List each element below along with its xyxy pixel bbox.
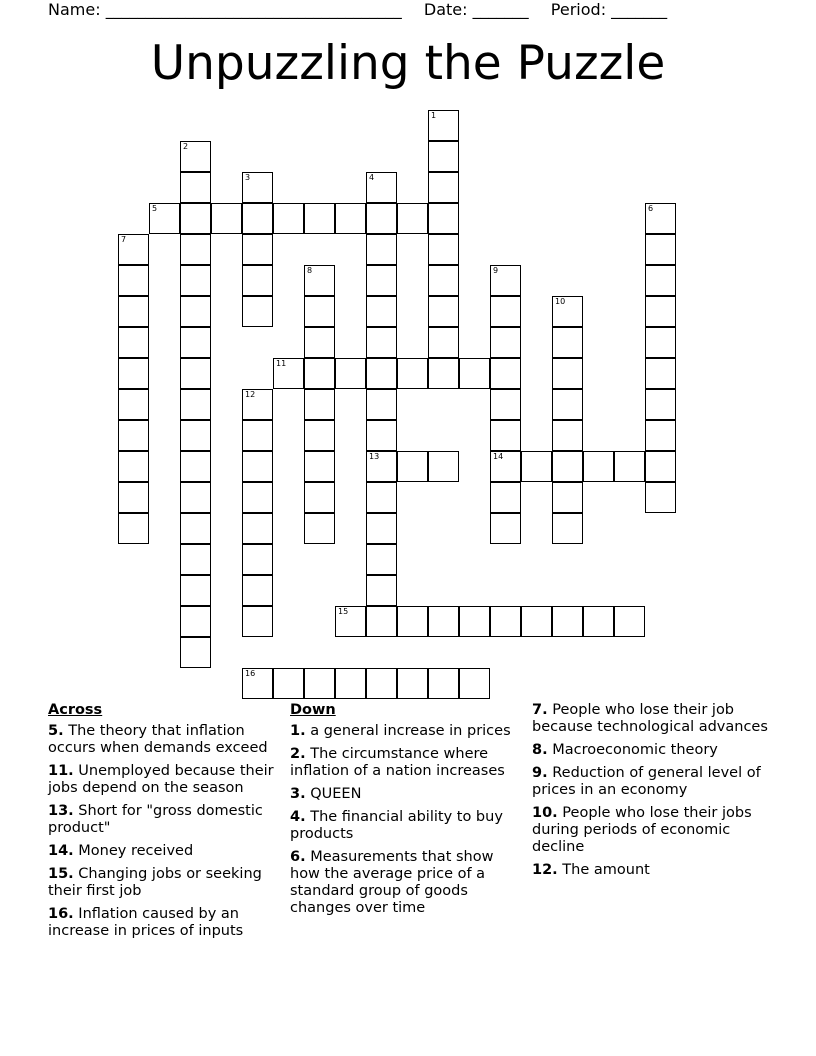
clue-number: 10. (532, 805, 558, 821)
grid-cell[interactable] (366, 327, 397, 358)
grid-cell[interactable] (242, 544, 273, 575)
cell-number: 11 (276, 359, 287, 368)
clue-item (290, 746, 526, 780)
grid-cell[interactable] (273, 668, 304, 699)
grid-cell[interactable] (645, 234, 676, 265)
clue-text: The amount (557, 862, 650, 878)
grid-cell[interactable] (645, 451, 676, 482)
clue-number: 7. (532, 702, 548, 718)
grid-cell[interactable] (490, 358, 521, 389)
grid-cell[interactable] (490, 513, 521, 544)
grid-cell[interactable] (366, 358, 397, 389)
grid-cell[interactable] (397, 606, 428, 637)
grid-cell[interactable] (335, 668, 366, 699)
grid-cell[interactable] (366, 172, 397, 203)
cell-number: 9 (493, 266, 499, 275)
grid-cell[interactable] (118, 327, 149, 358)
grid-cell[interactable] (552, 358, 583, 389)
clue-item (532, 765, 768, 799)
grid-cell[interactable] (552, 513, 583, 544)
grid-cell[interactable] (614, 451, 645, 482)
grid-cell[interactable] (242, 606, 273, 637)
clue-item (532, 805, 768, 856)
grid-cell[interactable] (428, 265, 459, 296)
clue-number: 6. (290, 849, 306, 865)
cell-number: 10 (555, 297, 566, 306)
header-fields (48, 0, 667, 20)
grid-cell[interactable] (583, 451, 614, 482)
grid-cell[interactable] (180, 637, 211, 668)
grid-cell[interactable] (552, 296, 583, 327)
grid-cell[interactable] (180, 234, 211, 265)
clue-text: Macroeconomic theory (547, 742, 718, 758)
clue-text: People who lose their jobs during periods of economic decline (532, 805, 752, 855)
clue-item (48, 866, 280, 900)
grid-cell[interactable] (428, 141, 459, 172)
grid-cell[interactable] (118, 482, 149, 513)
grid-cell[interactable] (428, 358, 459, 389)
grid-cell[interactable] (304, 451, 335, 482)
grid-cell[interactable] (180, 358, 211, 389)
across-heading: Across (48, 702, 103, 718)
grid-cell[interactable] (180, 575, 211, 606)
grid-cell[interactable] (242, 451, 273, 482)
grid-cell[interactable] (180, 606, 211, 637)
grid-cell[interactable] (180, 420, 211, 451)
grid-cell[interactable] (304, 296, 335, 327)
grid-cell[interactable] (366, 575, 397, 606)
grid-cell[interactable] (180, 544, 211, 575)
clue-text: Inflation caused by an increase in prices of inputs (48, 906, 244, 939)
grid-cell[interactable] (180, 389, 211, 420)
grid-cell[interactable] (242, 172, 273, 203)
grid-cell[interactable] (242, 234, 273, 265)
clue-number: 14. (48, 843, 74, 859)
clue-number: 11. (48, 763, 74, 779)
grid-cell[interactable] (304, 668, 335, 699)
grid-cell[interactable] (428, 451, 459, 482)
grid-cell[interactable] (180, 203, 211, 234)
grid-cell[interactable] (428, 668, 459, 699)
clue-text: People who lose their job because technological advances (532, 702, 768, 735)
down-clues-column-2 (532, 702, 768, 885)
grid-cell[interactable] (366, 203, 397, 234)
grid-cell[interactable] (552, 327, 583, 358)
grid-cell[interactable] (490, 327, 521, 358)
clue-item (48, 803, 280, 837)
grid-cell[interactable] (552, 420, 583, 451)
grid-cell[interactable] (645, 358, 676, 389)
grid-cell[interactable] (335, 358, 366, 389)
grid-cell[interactable] (428, 110, 459, 141)
grid-cell[interactable] (645, 203, 676, 234)
grid-cell[interactable] (304, 389, 335, 420)
grid-cell[interactable] (304, 358, 335, 389)
grid-cell[interactable] (180, 141, 211, 172)
grid-cell[interactable] (242, 420, 273, 451)
grid-cell[interactable] (490, 420, 521, 451)
grid-cell[interactable] (118, 296, 149, 327)
cell-number: 8 (307, 266, 313, 275)
cell-number: 16 (245, 669, 256, 678)
clue-text: Short for "gross domestic product" (48, 803, 263, 836)
grid-cell[interactable] (552, 482, 583, 513)
clue-number: 1. (290, 723, 306, 739)
grid-cell[interactable] (180, 327, 211, 358)
grid-cell[interactable] (366, 451, 397, 482)
clue-number: 3. (290, 786, 306, 802)
clue-number: 15. (48, 866, 74, 882)
grid-cell[interactable] (459, 668, 490, 699)
grid-cell[interactable] (645, 265, 676, 296)
clue-item (532, 742, 768, 759)
grid-cell[interactable] (118, 234, 149, 265)
clue-item (290, 809, 526, 843)
grid-cell[interactable] (304, 420, 335, 451)
clue-number: 12. (532, 862, 558, 878)
name-label: Name: (48, 0, 101, 19)
grid-cell[interactable] (304, 513, 335, 544)
grid-cell[interactable] (552, 451, 583, 482)
grid-cell[interactable] (366, 420, 397, 451)
grid-cell[interactable] (118, 265, 149, 296)
grid-cell[interactable] (366, 265, 397, 296)
clue-number: 4. (290, 809, 306, 825)
cell-number: 6 (648, 204, 654, 213)
grid-cell[interactable] (118, 451, 149, 482)
grid-cell[interactable] (242, 296, 273, 327)
cell-number: 4 (369, 173, 375, 182)
clue-item (532, 702, 768, 736)
grid-cell[interactable] (366, 668, 397, 699)
cell-number: 13 (369, 452, 380, 461)
grid-cell[interactable] (211, 203, 242, 234)
grid-cell[interactable] (397, 668, 428, 699)
grid-cell[interactable] (490, 482, 521, 513)
grid-cell[interactable] (335, 203, 366, 234)
grid-cell[interactable] (304, 327, 335, 358)
cell-number: 7 (121, 235, 127, 244)
grid-cell[interactable] (118, 420, 149, 451)
grid-cell[interactable] (118, 389, 149, 420)
clue-item (290, 849, 526, 917)
clue-item (532, 862, 768, 879)
clue-number: 16. (48, 906, 74, 922)
cell-number: 1 (431, 111, 437, 120)
clue-text: a general increase in prices (305, 723, 511, 739)
grid-cell[interactable] (645, 420, 676, 451)
grid-cell[interactable] (428, 327, 459, 358)
grid-cell[interactable] (521, 451, 552, 482)
grid-cell[interactable] (552, 389, 583, 420)
clue-text: Money received (73, 843, 194, 859)
grid-cell[interactable] (273, 203, 304, 234)
grid-cell[interactable] (645, 327, 676, 358)
grid-cell[interactable] (428, 203, 459, 234)
clue-text: The theory that inflation occurs when demands exceed (48, 723, 268, 756)
grid-cell[interactable] (304, 203, 335, 234)
cell-number: 2 (183, 142, 189, 151)
grid-cell[interactable] (366, 513, 397, 544)
grid-cell[interactable] (273, 358, 304, 389)
grid-cell[interactable] (335, 606, 366, 637)
grid-cell[interactable] (459, 606, 490, 637)
grid-cell[interactable] (180, 482, 211, 513)
grid-cell[interactable] (490, 606, 521, 637)
clue-item (290, 723, 526, 740)
grid-cell[interactable] (304, 265, 335, 296)
grid-cell[interactable] (242, 389, 273, 420)
clue-text: Reduction of general level of prices in an economy (532, 765, 761, 798)
grid-cell[interactable] (242, 575, 273, 606)
clue-number: 13. (48, 803, 74, 819)
grid-cell[interactable] (118, 358, 149, 389)
cell-number: 3 (245, 173, 251, 182)
date-label: Date: (423, 0, 468, 19)
grid-cell[interactable] (552, 606, 583, 637)
period-blank[interactable]: _______ (611, 0, 668, 19)
cell-number: 14 (493, 452, 504, 461)
grid-cell[interactable] (428, 234, 459, 265)
grid-cell[interactable] (180, 296, 211, 327)
clue-text: QUEEN (305, 786, 362, 802)
clue-text: Changing jobs or seeking their first job (48, 866, 262, 899)
clue-text: The circumstance where inflation of a nation increases (290, 746, 505, 779)
grid-cell[interactable] (242, 668, 273, 699)
grid-cell[interactable] (490, 389, 521, 420)
clue-text: Unemployed because their jobs depend on the season (48, 763, 274, 796)
grid-cell[interactable] (490, 265, 521, 296)
grid-cell[interactable] (428, 606, 459, 637)
grid-cell[interactable] (490, 451, 521, 482)
grid-cell[interactable] (459, 358, 490, 389)
grid-cell[interactable] (428, 172, 459, 203)
date-blank[interactable]: _______ (472, 0, 529, 19)
page-title: Unpuzzling the Puzzle (150, 36, 666, 91)
grid-cell[interactable] (118, 513, 149, 544)
clue-number: 5. (48, 723, 64, 739)
grid-cell[interactable] (242, 482, 273, 513)
down-heading: Down (290, 702, 336, 718)
grid-cell[interactable] (428, 296, 459, 327)
grid-cell[interactable] (366, 234, 397, 265)
grid-cell[interactable] (242, 203, 273, 234)
period-label: Period: (550, 0, 607, 19)
down-clues-column-1 (290, 702, 526, 923)
clue-item (48, 763, 280, 797)
cell-number: 12 (245, 390, 256, 399)
grid-cell[interactable] (149, 203, 180, 234)
grid-cell[interactable] (397, 358, 428, 389)
grid-cell[interactable] (521, 606, 552, 637)
grid-cell[interactable] (366, 544, 397, 575)
grid-cell[interactable] (397, 451, 428, 482)
grid-cell[interactable] (304, 482, 335, 513)
clue-text: Measurements that show how the average price of a standard group of goods changes over time (290, 849, 494, 916)
clue-number: 8. (532, 742, 548, 758)
name-blank[interactable]: _____________________________________ (105, 0, 402, 19)
clue-item (48, 906, 280, 940)
grid-cell[interactable] (180, 172, 211, 203)
grid-cell[interactable] (366, 296, 397, 327)
grid-cell[interactable] (397, 203, 428, 234)
cell-number: 5 (152, 204, 158, 213)
grid-cell[interactable] (490, 296, 521, 327)
grid-cell[interactable] (180, 451, 211, 482)
grid-cell[interactable] (366, 482, 397, 513)
grid-cell[interactable] (180, 265, 211, 296)
clue-number: 2. (290, 746, 306, 762)
grid-cell[interactable] (366, 389, 397, 420)
grid-cell[interactable] (645, 389, 676, 420)
grid-cell[interactable] (180, 513, 211, 544)
grid-cell[interactable] (614, 606, 645, 637)
grid-cell[interactable] (583, 606, 614, 637)
grid-cell[interactable] (645, 482, 676, 513)
across-clues (48, 702, 280, 946)
grid-cell[interactable] (242, 513, 273, 544)
grid-cell[interactable] (366, 606, 397, 637)
clue-item (290, 786, 526, 803)
clue-text: The financial ability to buy products (290, 809, 503, 842)
grid-cell[interactable] (242, 265, 273, 296)
clue-item (48, 843, 280, 860)
clue-item (48, 723, 280, 757)
cell-number: 15 (338, 607, 349, 616)
grid-cell[interactable] (645, 296, 676, 327)
clue-number: 9. (532, 765, 548, 781)
